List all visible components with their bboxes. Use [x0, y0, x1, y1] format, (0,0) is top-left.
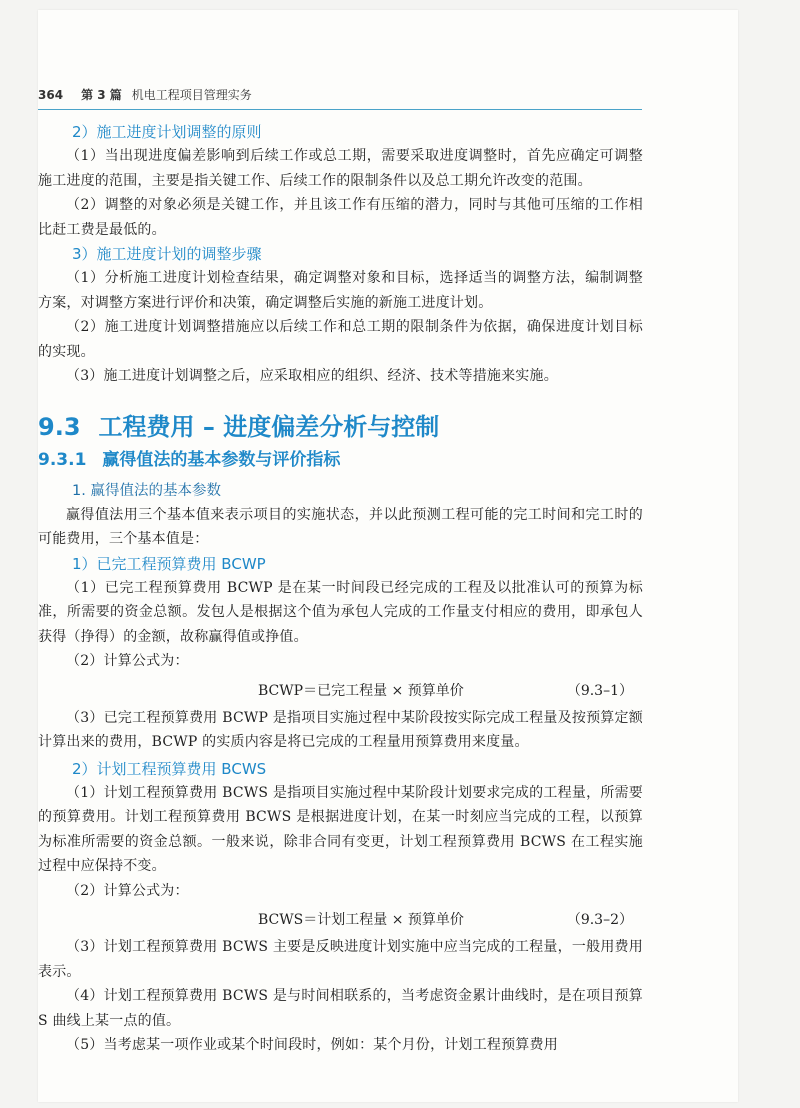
heading-adjustment-steps: 3）施工进度计划的调整步骤	[72, 245, 262, 263]
running-title: 机电工程项目管理实务	[131, 88, 252, 102]
page-content	[38, 120, 643, 1058]
subsection-number: 9.3.1	[38, 449, 87, 470]
heading-bcws: 2）计划工程预算费用 BCWS	[72, 759, 267, 778]
formula-expression: BCWP＝已完工程量 × 预算单价	[258, 682, 464, 699]
subsection-title: 赢得值法的基本参数与评价指标	[102, 449, 341, 470]
paragraph: 赢得值法用三个基本值来表示项目的实施状态，并以此预测工程可能的完工时间和完工时的可能费用，三个基本值是：	[38, 506, 643, 547]
section-title: 工程费用 – 进度偏差分析与控制	[98, 412, 440, 441]
equation-number: （9.3–1）	[566, 682, 633, 699]
formula-bcws	[38, 907, 643, 933]
equation-number: （9.3–2）	[566, 912, 633, 928]
paragraph: （2）调整的对象必须是关键工作，并且该工作有压缩的潜力，同时与其他可压缩的工作相比赶工费是最低的。	[38, 197, 643, 238]
heading-bcwp: 1）已完工程预算费用 BCWP	[72, 554, 266, 573]
paragraph: （4）计划工程预算费用 BCWS 是与时间相联系的，当考虑资金累计曲线时，是在项目预算 S 曲线上某一点的值。	[38, 988, 643, 1029]
formula-bcwp	[38, 678, 643, 704]
paragraph: （1）计划工程预算费用 BCWS 是指项目实施过程中某阶段计划要求完成的工程量，所需要的预算费用。计划工程预算费用 BCWS 是根据进度计划，在某一时刻应当完成的工程，以预算为标准所需要的资金总额。一般来说，除非合同有变更，计划工程预算费用 BCWS 在工程实施过程中应保持不变。	[38, 784, 643, 874]
page-header	[38, 86, 642, 110]
heading-adjustment-principles: 2）施工进度计划调整的原则	[72, 123, 262, 141]
paragraph: （2）计算公式为：	[66, 653, 189, 669]
heading-basic-params: 1. 赢得值法的基本参数	[72, 482, 221, 499]
section-heading	[38, 411, 643, 443]
paragraph: （3）施工进度计划调整之后，应采取相应的组织、经济、技术等措施来实施。	[66, 368, 558, 384]
page-number: 364	[38, 88, 64, 102]
subsection-heading	[38, 447, 643, 473]
formula-expression: BCWS＝计划工程量 × 预算单价	[258, 912, 464, 928]
paragraph: （3）已完工程预算费用 BCWP 是指项目实施过程中某阶段按实际完成工程量及按预算定额计算出来的费用，BCWP 的实质内容是将已完成的工程量用预算费用来度量。	[38, 709, 643, 750]
paragraph: （1）已完工程预算费用 BCWP 是在某一时间段已经完成的工程及以批准认可的预算为标准，所需要的资金总额。发包人是根据这个值为承包人完成的工作量支付相应的费用，即承包人获得（挣得）的金额，故称赢得值或挣值。	[38, 579, 643, 645]
part-label: 第 3 篇	[81, 88, 122, 102]
paragraph: （3）计划工程预算费用 BCWS 主要是反映进度计划实施中应当完成的工程量，一般用费用表示。	[38, 939, 643, 980]
paragraph: （1）分析施工进度计划检查结果，确定调整对象和目标，选择适当的调整方法，编制调整方案，对调整方案进行评价和决策，确定调整后实施的新施工进度计划。	[38, 270, 643, 311]
paragraph: （2）施工进度计划调整措施应以后续工作和总工期的限制条件为依据，确保进度计划目标的实现。	[38, 319, 643, 360]
paragraph: （1）当出现进度偏差影响到后续工作或总工期，需要采取进度调整时，首先应确定可调整施工进度的范围，主要是指关键工作、后续工作的限制条件以及总工期允许改变的范围。	[38, 148, 643, 189]
paragraph: （2）计算公式为：	[66, 882, 189, 899]
section-number: 9.3	[38, 412, 81, 441]
paragraph: （5）当考虑某一项作业或某个时间段时，例如：某个月份，计划工程预算费用	[66, 1037, 558, 1053]
